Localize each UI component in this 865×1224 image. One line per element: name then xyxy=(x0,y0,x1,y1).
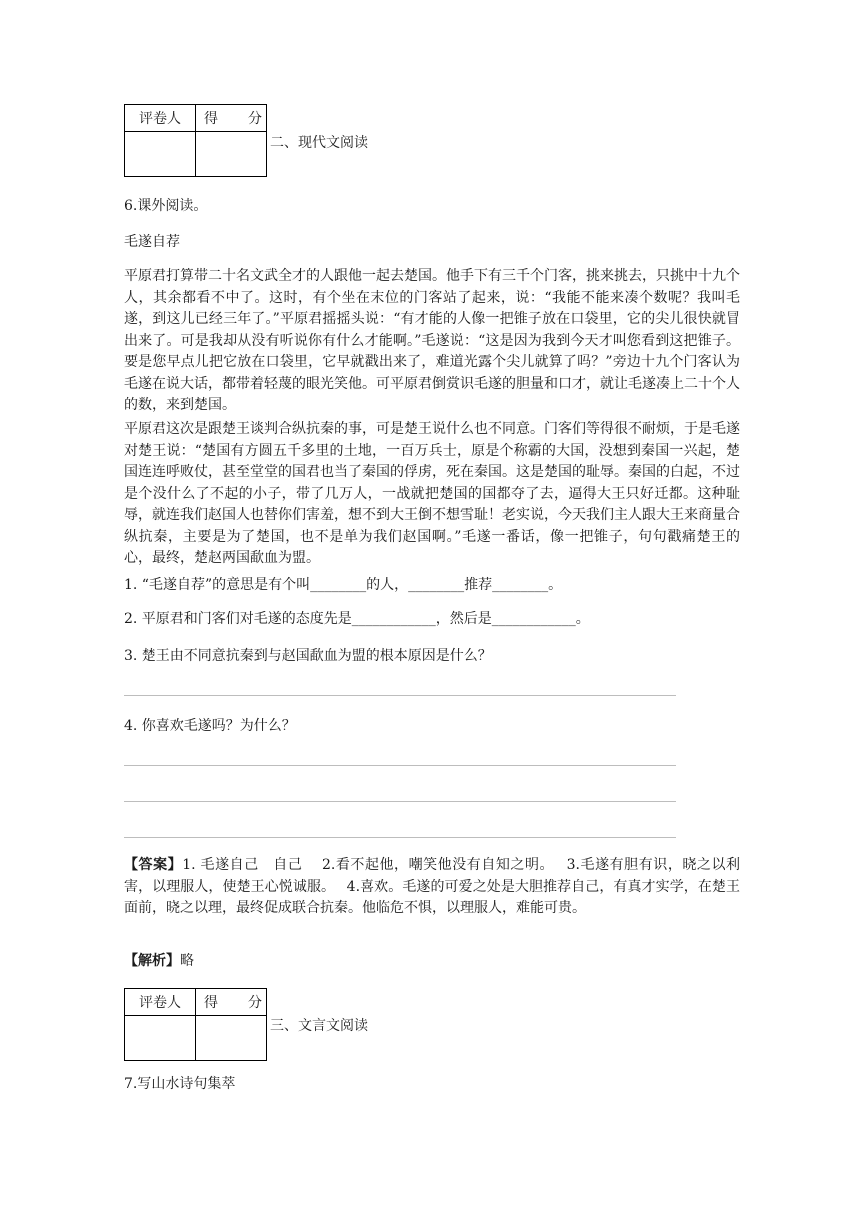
grader-cell[interactable] xyxy=(125,132,196,177)
answer-label: 【答案】 xyxy=(124,857,183,873)
passage-paragraph: 平原君打算带二十名文武全才的人跟他一起去楚国。他手下有三千个门客，挑来挑去，只挑中十九个人，其余都看不中了。这时，有个坐在末位的门客站了起来，说：“我能不能来凑个数呢？我叫毛遂，到这儿已经三年了。”平原君摇摇头说：“有才能的人像一把锥子放在口袋里，它的尖儿很快就冒出来了。可是我却从没有听说你有什么才能啊。”毛遂说：“这是因为我到今天才叫您看到这把锥子。要是您早点儿把它放在口袋里，它早就戳出来了，难道光露个尖儿就算了吗？”旁边十九个门客认为毛遂在说大话，都带着轻蔑的眼光笑他。可平原君倒赏识毛遂的胆量和口才，就让毛遂凑上二十个人的数，来到楚国。 xyxy=(124,268,740,413)
score-table xyxy=(124,104,267,177)
question-heading: 6.课外阅读。 xyxy=(124,198,208,214)
answer-text: 1. 毛遂自己 自己 2.看不起他，嘲笑他没有自知之明。 3.毛遂有胆有识，晓之以利害，以理服人，使楚王心悦诚服。 4.喜欢。毛遂的可爱之处是大胆推荐自己，有真才实学，在楚王面前，晓之以理，最终促成联合抗秦。他临危不惧，以理服人，难能可贵。 xyxy=(124,857,741,916)
analysis-label: 【解析】 xyxy=(124,953,180,969)
answer-line[interactable] xyxy=(124,801,676,802)
analysis-text: 略 xyxy=(180,953,194,969)
grader-label: 评卷人 xyxy=(125,989,196,1016)
sub-question: 2. 平原君和门客们对毛遂的态度先是____________，然后是____________。 xyxy=(124,611,590,627)
sub-question: 1. “毛遂自荐”的意思是有个叫________的人，________推荐________。 xyxy=(124,577,563,593)
section-title: 三、文言文阅读 xyxy=(270,1018,368,1034)
answer-block xyxy=(124,855,740,920)
score-table xyxy=(124,988,267,1061)
grader-cell[interactable] xyxy=(125,1016,196,1061)
answer-line[interactable] xyxy=(124,837,676,838)
passage-paragraph: 平原君这次是跟楚王谈判合纵抗秦的事，可是楚王说什么也不同意。门客们等得很不耐烦，于是毛遂对楚王说：“楚国有方圆五千多里的土地，一百万兵士，原是个称霸的大国，没想到秦国一兴起，楚国连连呼败仗，甚至堂堂的国君也当了秦国的俘虏，死在秦国。这是楚国的耻辱。秦国的白起，不过是个没什么了不起的小子，带了几万人，一战就把楚国的国都夺了去，逼得大王只好迁都。这种耻辱，就连我们赵国人也替你们害羞，想不到大王倒不想雪耻！老实说，今天我们主人跟大王来商量合纵抗秦，主要是为了楚国，也不是单为我们赵国啊。”毛遂一番话，像一把锥子，句句戳痛楚王的心，最终，楚赵两国歃血为盟。 xyxy=(124,421,740,566)
score-cell[interactable] xyxy=(196,132,267,177)
score-cell[interactable] xyxy=(196,1016,267,1061)
answer-line[interactable] xyxy=(124,765,676,766)
sub-question: 4. 你喜欢毛遂吗？为什么？ xyxy=(124,718,296,734)
question-heading: 7.写山水诗句集萃 xyxy=(124,1076,236,1092)
section-title: 二、现代文阅读 xyxy=(270,135,368,151)
score-label: 得 分 xyxy=(196,105,267,132)
passage-title: 毛遂自荐 xyxy=(124,234,180,250)
analysis-block xyxy=(124,951,194,971)
score-label: 得 分 xyxy=(196,989,267,1016)
answer-line[interactable] xyxy=(124,695,676,696)
sub-question: 3. 楚王由不同意抗秦到与赵国歃血为盟的根本原因是什么？ xyxy=(124,648,492,664)
grader-label: 评卷人 xyxy=(125,105,196,132)
